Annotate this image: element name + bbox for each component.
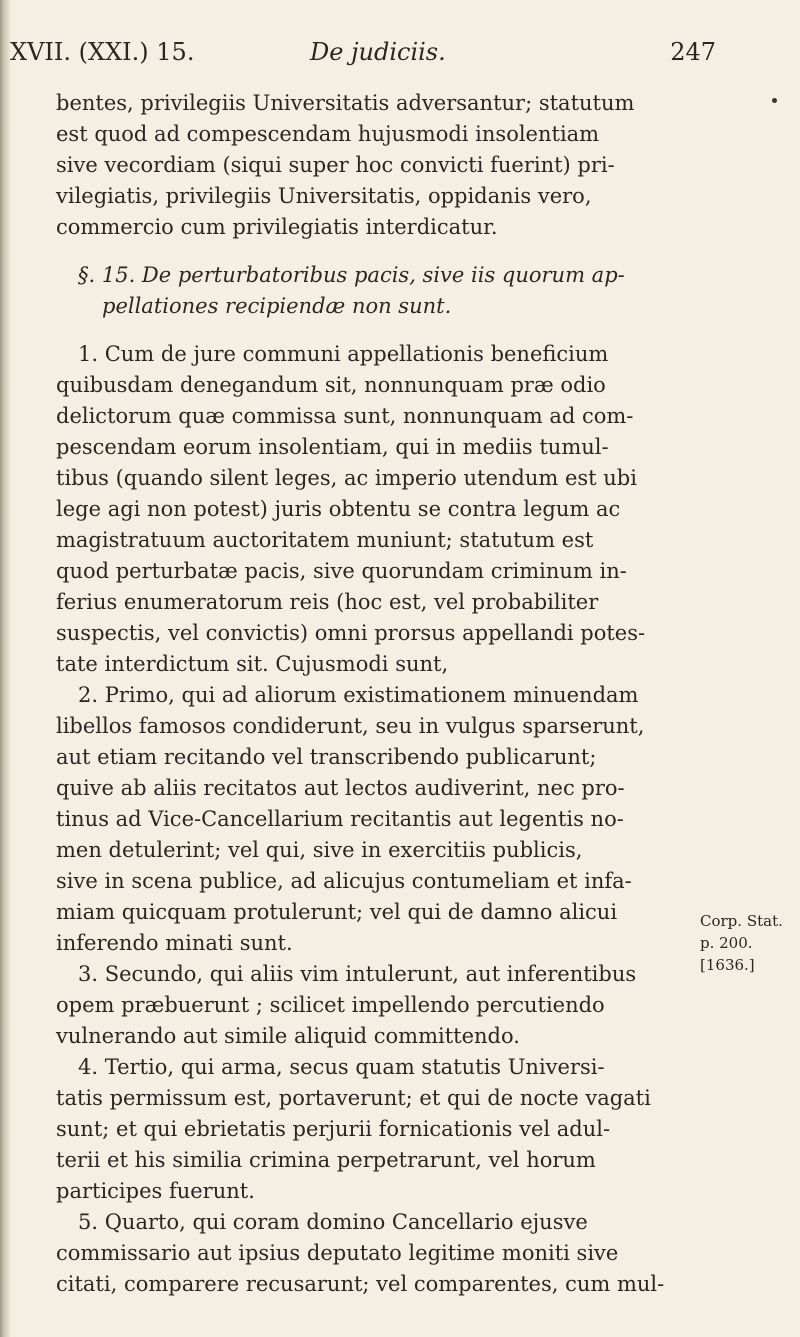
text-line: quive ab aliis recitatos aut lectos audiverint, nec pro- xyxy=(56,776,625,800)
text-line: men detulerint; vel qui, sive in exercitiis publicis, xyxy=(56,838,583,862)
section-heading xyxy=(56,260,726,322)
chapter-reference: XVII. (XXI.) 15. xyxy=(10,38,195,66)
text-line: miam quicquam protulerunt; vel qui de damno alicui xyxy=(56,900,618,924)
text-line: suspectis, vel convictis) omni prorsus appellandi potes- xyxy=(56,621,646,645)
continuation-paragraph xyxy=(56,88,726,243)
text-line: terii et his similia crimina perpetrarunt, vel horum xyxy=(56,1148,596,1172)
text-line: opem præbuerunt ; scilicet impellendo percutiendo xyxy=(56,993,605,1017)
text-line: citati, comparere recusarunt; vel comparentes, cum mul- xyxy=(56,1272,665,1296)
text-line: 5. Quarto, qui coram domino Cancellario ejusve xyxy=(78,1210,588,1234)
paragraph-5 xyxy=(56,1207,726,1300)
text-line: tate interdictum sit. Cujusmodi sunt, xyxy=(56,652,449,676)
text-line: vilegiatis, privilegiis Universitatis, oppidanis vero, xyxy=(56,184,592,208)
text-line: tatis permissum est, portaverunt; et qui de nocte vagati xyxy=(56,1086,651,1110)
text-line: participes fuerunt. xyxy=(56,1179,255,1203)
text-line: tinus ad Vice-Cancellarium recitantis aut legentis no- xyxy=(56,807,624,831)
page-gutter-shadow xyxy=(0,0,10,1337)
running-header xyxy=(10,32,716,72)
text-line: sunt; et qui ebrietatis perjurii fornicationis vel adul- xyxy=(56,1117,611,1141)
text-line: commissario aut ipsius deputato legitime moniti sive xyxy=(56,1241,619,1265)
text-line: ferius enumeratorum reis (hoc est, vel probabiliter xyxy=(56,590,599,614)
paragraph-2 xyxy=(56,680,726,959)
text-line: lege agi non potest) juris obtentu se contra legum ac xyxy=(56,497,621,521)
page-number: 247 xyxy=(670,38,716,66)
paragraph-3 xyxy=(56,959,726,1052)
text-line: pescendam eorum insolentiam, qui in mediis tumul- xyxy=(56,435,609,459)
text-line: bentes, privilegiis Universitatis adversantur; statutum xyxy=(56,91,635,115)
section-heading-line: §. 15. De perturbatoribus pacis, sive iis quorum ap- xyxy=(78,263,625,287)
citation-page: p. 200. xyxy=(700,934,753,952)
text-line: aut etiam recitando vel transcribendo publicarunt; xyxy=(56,745,597,769)
text-line: 4. Tertio, qui arma, secus quam statutis Universi- xyxy=(78,1055,605,1079)
paragraph-1 xyxy=(56,339,726,680)
text-line: libellos famosos condiderunt, seu in vulgus sparserunt, xyxy=(56,714,645,738)
paragraph-4 xyxy=(56,1052,726,1207)
text-line: delictorum quæ commissa sunt, nonnunquam ad com- xyxy=(56,404,634,428)
text-line: inferendo minati sunt. xyxy=(56,931,293,955)
text-line: magistratuum auctoritatem muniunt; statutum est xyxy=(56,528,594,552)
text-line: sive in scena publice, ad alicujus contumeliam et infa- xyxy=(56,869,632,893)
text-line: 1. Cum de jure communi appellationis beneficium xyxy=(78,342,609,366)
section-heading-line: pellationes recipiendæ non sunt. xyxy=(102,294,452,318)
running-title: De judiciis. xyxy=(310,38,446,66)
text-line: quod perturbatæ pacis, sive quorundam criminum in- xyxy=(56,559,627,583)
text-line: est quod ad compescendam hujusmodi insolentiam xyxy=(56,122,600,146)
text-line: tibus (quando silent leges, ac imperio utendum est ubi xyxy=(56,466,637,490)
text-line: quibusdam denegandum sit, nonnunquam præ odio xyxy=(56,373,606,397)
text-line: vulnerando aut simile aliquid committendo. xyxy=(56,1024,520,1048)
text-line: commercio cum privilegiatis interdicatur. xyxy=(56,215,498,239)
ink-speck xyxy=(772,98,777,103)
page-body xyxy=(56,88,726,1300)
text-line: 3. Secundo, qui aliis vim intulerunt, aut inferentibus xyxy=(78,962,637,986)
citation-year: [1636.] xyxy=(700,956,755,974)
text-line: 2. Primo, qui ad aliorum existimationem minuendam xyxy=(78,683,639,707)
text-line: sive vecordiam (siqui super hoc convicti fuerint) pri- xyxy=(56,153,615,177)
citation-source: Corp. Stat. xyxy=(700,912,783,930)
marginal-citation xyxy=(700,910,796,976)
